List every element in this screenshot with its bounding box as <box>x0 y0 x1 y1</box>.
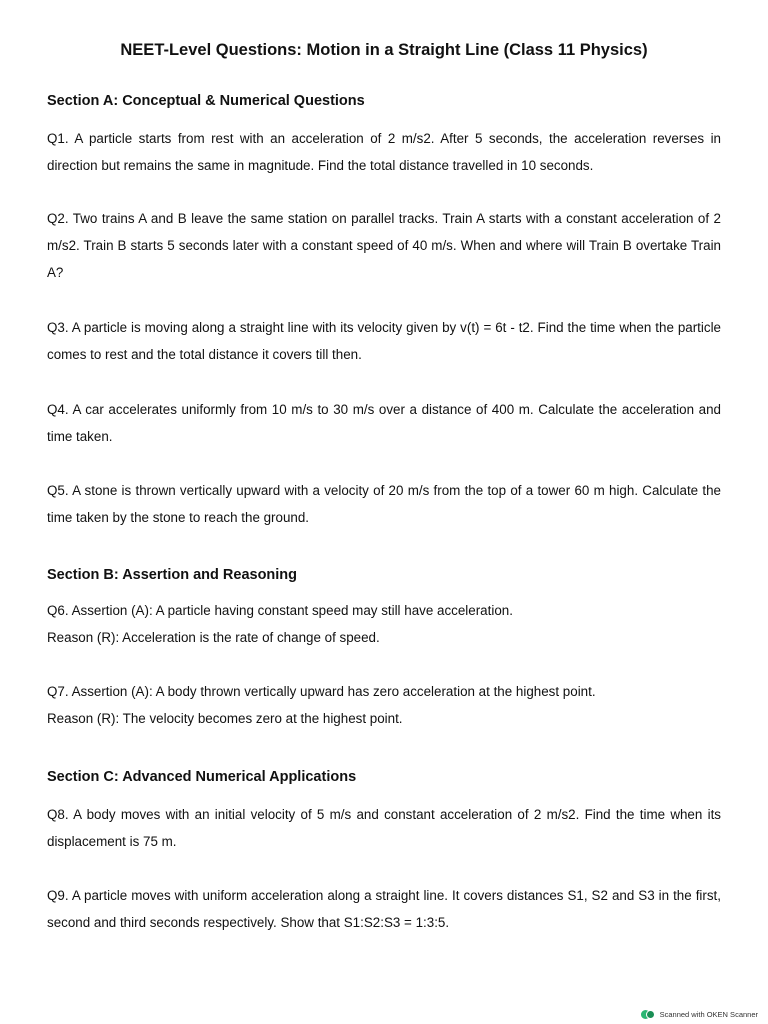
question-q9: Q9. A particle moves with uniform acceleration along a straight line. It covers distances S1, S2 and S3 in the first, second and third seconds respectively. Show that S1:S2:S3 = 1:3:5. <box>47 888 721 931</box>
question-q4: Q4. A car accelerates uniformly from 10 m/s to 30 m/s over a distance of 400 m. Calculate the acceleration and time taken. <box>47 402 721 445</box>
question-q2: Q2. Two trains A and B leave the same station on parallel tracks. Train A starts with a constant acceleration of 2 m/s2. Train B starts 5 seconds later with a constant speed of 40 m/s. When and where will Train B overtake Train A? <box>47 211 721 281</box>
page-title: NEET-Level Questions: Motion in a Straight Line (Class 11 Physics) <box>120 41 648 59</box>
question-q5: Q5. A stone is thrown vertically upward with a velocity of 20 m/s from the top of a tower 60 m high. Calculate the time taken by the stone to reach the ground. <box>47 483 721 526</box>
question-q3: Q3. A particle is moving along a straight line with its velocity given by v(t) = 6t - t2. Find the time when the particle comes to rest and the total distance it covers till then. <box>47 320 721 363</box>
question-q1: Q1. A particle starts from rest with an acceleration of 2 m/s2. After 5 seconds, the acceleration reverses in direction but remains the same in magnitude. Find the total distance travelled in 10 seconds. <box>47 131 721 174</box>
question-q8: Q8. A body moves with an initial velocity of 5 m/s and constant acceleration of 2 m/s2. Find the time when its displacement is 75 m. <box>47 807 721 850</box>
question-q7-assertion: Q7. Assertion (A): A body thrown vertically upward has zero acceleration at the highest point. <box>47 684 596 699</box>
section-c-heading: Section C: Advanced Numerical Applications <box>47 769 357 785</box>
scanner-watermark-text: Scanned with OKEN Scanner <box>659 1010 758 1019</box>
question-q7-reason: Reason (R): The velocity becomes zero at the highest point. <box>47 711 403 726</box>
section-a-heading: Section A: Conceptual & Numerical Questions <box>47 93 365 109</box>
section-b-heading: Section B: Assertion and Reasoning <box>47 567 298 583</box>
scanner-watermark <box>641 1010 758 1019</box>
question-q6-reason: Reason (R): Acceleration is the rate of change of speed. <box>47 630 380 645</box>
oken-scanner-logo-icon <box>641 1010 655 1019</box>
question-q6-assertion: Q6. Assertion (A): A particle having constant speed may still have acceleration. <box>47 603 513 618</box>
